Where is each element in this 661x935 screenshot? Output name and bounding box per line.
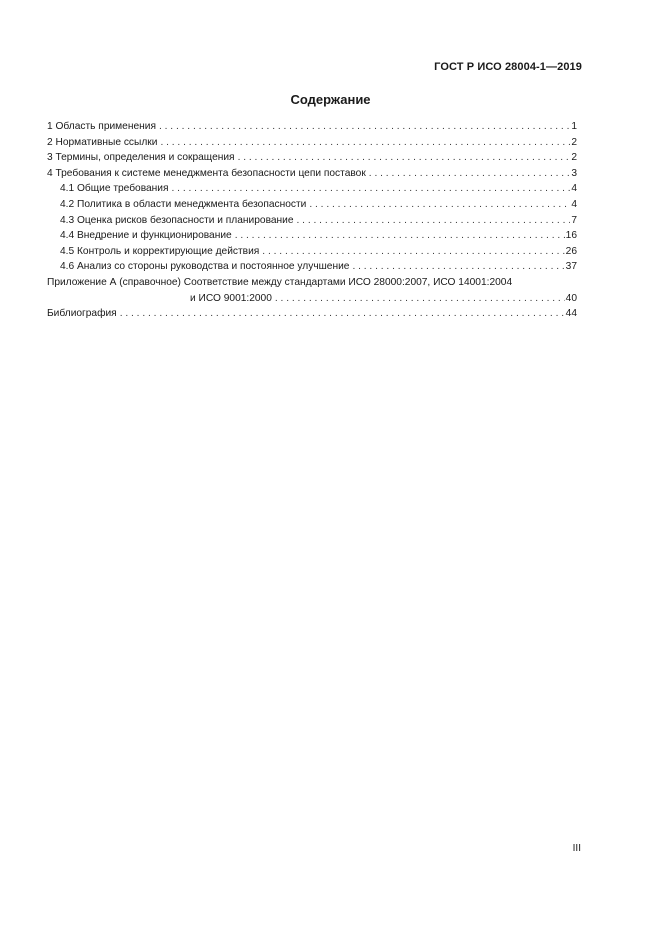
toc-leader-dots	[172, 181, 571, 197]
toc-page-number: 3	[571, 167, 577, 179]
toc-entry-terms[interactable]	[47, 150, 577, 166]
toc-entry-normative-references[interactable]	[47, 135, 577, 151]
toc-page-number: 2	[571, 152, 577, 164]
toc-page-number: 16	[565, 230, 577, 242]
toc-entry-implementation[interactable]	[47, 228, 577, 244]
toc-leader-dots	[352, 259, 564, 275]
toc-page-number: 1	[571, 121, 577, 132]
toc-entry-management-review[interactable]	[47, 259, 577, 275]
toc-entry-security-policy[interactable]	[47, 197, 577, 213]
toc-entry-scope[interactable]	[47, 119, 577, 135]
page-number: III	[572, 843, 581, 854]
toc-entry-label: 4.1 Общие требования	[60, 183, 169, 195]
toc-page-number: 7	[571, 214, 577, 226]
toc-entry-requirements[interactable]	[47, 166, 577, 182]
toc-leader-dots	[309, 197, 570, 213]
toc-entry-annex-a-continued[interactable]	[47, 291, 577, 307]
toc-leader-dots	[159, 119, 570, 135]
toc-entry-label-continued: и ИСО 9001:2000	[190, 292, 272, 304]
table-of-contents	[47, 119, 577, 322]
toc-leader-dots	[297, 213, 571, 229]
toc-entry-label: 4.4 Внедрение и функционирование	[60, 230, 232, 242]
toc-leader-dots	[275, 291, 565, 307]
toc-page-number: 26	[565, 245, 577, 257]
toc-page-number: 44	[565, 308, 577, 320]
toc-entry-label: Приложение А (справочное) Соответствие между стандартами ИСО 28000:2007, ИСО 14001:2004	[47, 276, 513, 288]
standard-designation: ГОСТ Р ИСО 28004-1—2019	[434, 61, 582, 73]
toc-page-number: 40	[565, 292, 577, 304]
toc-title: Содержание	[290, 92, 371, 107]
toc-leader-dots	[262, 244, 564, 260]
toc-entry-label: 4.3 Оценка рисков безопасности и планирование	[60, 214, 294, 226]
toc-entry-general-requirements[interactable]	[47, 181, 577, 197]
toc-leader-dots	[160, 135, 570, 151]
toc-page-number: 4	[571, 183, 577, 195]
toc-leader-dots	[369, 166, 571, 182]
toc-leader-dots	[238, 150, 571, 166]
toc-page-number: 2	[571, 136, 577, 148]
toc-entry-checking[interactable]	[47, 244, 577, 260]
toc-leader-dots	[235, 228, 565, 244]
toc-entry-label: 2 Нормативные ссылки	[47, 136, 158, 148]
toc-page-number: 4	[571, 198, 577, 210]
toc-page-number: 37	[565, 261, 577, 273]
toc-entry-risk-assessment[interactable]	[47, 213, 577, 229]
toc-entry-label: 4 Требования к системе менеджмента безопасности цепи поставок	[47, 167, 366, 179]
toc-entry-label: 3 Термины, определения и сокращения	[47, 152, 235, 164]
toc-entry-bibliography[interactable]	[47, 306, 577, 322]
toc-entry-label: Библиография	[47, 308, 117, 320]
toc-entry-label: 4.5 Контроль и корректирующие действия	[60, 245, 260, 257]
toc-entry-label: 1 Область применения	[47, 121, 156, 132]
toc-entry-label: 4.6 Анализ со стороны руководства и постоянное улучшение	[60, 261, 350, 273]
toc-entry-label: 4.2 Политика в области менеджмента безопасности	[60, 198, 307, 210]
toc-entry-annex-a[interactable]	[47, 275, 577, 291]
toc-leader-dots	[120, 306, 565, 322]
